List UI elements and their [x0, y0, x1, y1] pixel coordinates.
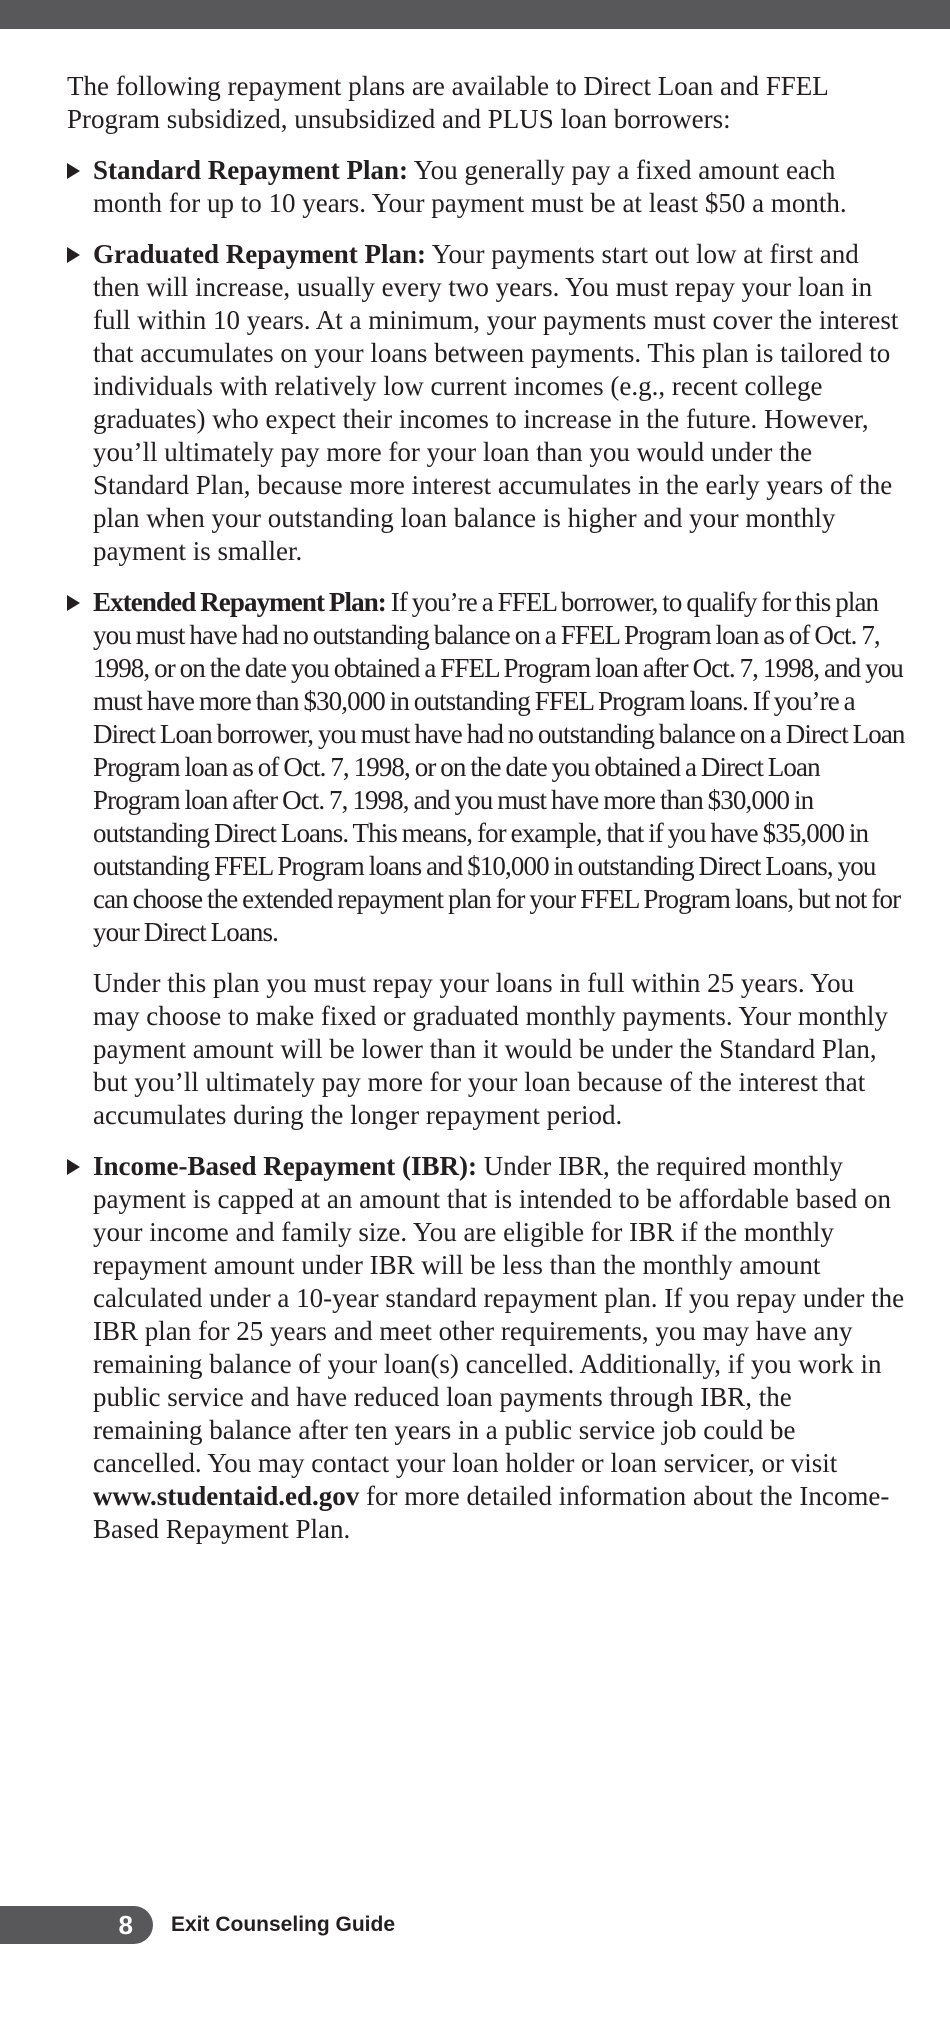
plan-income-based-title: Income-Based Repayment (IBR):: [93, 1151, 477, 1181]
studentaid-link[interactable]: www.studentaid.ed.gov: [93, 1481, 360, 1511]
plan-income-based: [67, 1150, 907, 1546]
triangle-bullet-icon: [67, 595, 80, 611]
plan-standard: [67, 154, 907, 220]
plan-graduated: [67, 238, 907, 568]
triangle-bullet-icon: [67, 247, 80, 263]
page-number-badge: [0, 1906, 153, 1944]
plan-extended-body: If you’re a FFEL borrower, to qualify for this plan you must have had no outstanding balance on a FFEL Program loan as of Oct. 7, 1998, or on the date you obtained a FFEL Program loan after Oct. 7, 1998, and you must have more than $30,000 in outstanding FFEL Program loans. If you’re a Direct Loan borrower, you must have had no outstanding balance on a Direct Loan Program loan as of Oct. 7, 1998, or on the date you obtained a Direct Loan Program loan after Oct. 7, 1998, and you must have more than $30,000 in outstanding Direct Loans. This means, for example, that if you have $35,000 in outstanding FFEL Program loans and $10,000 in outstanding Direct Loans, you can choose the extended repayment plan for your FFEL Program loans, but not for your Direct Loans.: [93, 587, 905, 947]
intro-paragraph: The following repayment plans are available to Direct Loan and FFEL Program subsidized, unsubsidized and PLUS loan borrowers:: [67, 71, 828, 134]
plan-extended: [67, 586, 907, 1132]
page-content: [67, 70, 907, 1564]
plan-income-based-text: [93, 1150, 907, 1546]
triangle-bullet-icon: [67, 1159, 80, 1175]
plan-income-based-body: Under IBR, the required monthly payment is capped at an amount that is intended to be affordable based on your income and family size. You are eligible for IBR if the monthly repayment amount under IBR will be less than the monthly amount calculated under a 10-year standard repayment plan. If you repay under the IBR plan for 25 years and meet other requirements, you may have any remaining balance of your loan(s) cancelled. Additionally, if you work in public service and have reduced loan payments through IBR, the remaining balance after ten years in a public service job could be cancelled. You may contact your loan holder or loan servicer, or visit: [93, 1151, 905, 1478]
top-header-bar: [0, 0, 950, 29]
plan-graduated-title: Graduated Repayment Plan:: [93, 239, 426, 269]
footer-title: Exit Counseling Guide: [171, 1913, 396, 1936]
plan-extended-extra: Under this plan you must repay your loans in full within 25 years. You may choose to make fixed or graduated monthly payments. Your monthly payment amount will be lower than it would be under the Standard Plan, but you’ll ultimately pay more for your loan because of the interest that accumulates during the longer repayment period.: [93, 968, 888, 1130]
plan-graduated-body: Your payments start out low at first and then will increase, usually every two years. You must repay your loan in full within 10 years. At a minimum, your payments must cover the interest that accumulates on your loans between payments. This plan is tailored to individuals with relatively low current incomes (e.g., recent college graduates) who expect their incomes to increase in the future. However, you’ll ultimately pay more for your loan than you would under the Standard Plan, because more interest accumulates in the early years of the plan when your outstanding loan balance is higher and your monthly payment is smaller.: [93, 239, 899, 566]
plan-standard-title: Standard Repayment Plan:: [93, 155, 409, 185]
plan-extended-text: [93, 586, 907, 949]
plan-graduated-text: [93, 238, 907, 568]
plan-standard-body: You generally pay a fixed amount each month for up to 10 years. Your payment must be at least $50 a month.: [93, 155, 847, 218]
triangle-bullet-icon: [67, 163, 80, 179]
plan-extended-title: Extended Repayment Plan:: [93, 587, 386, 617]
page-number: 8: [118, 1910, 133, 1940]
plan-standard-text: [93, 154, 907, 220]
plan-income-based-body-end: for more detailed information about the Income-Based Repayment Plan.: [93, 1481, 890, 1544]
